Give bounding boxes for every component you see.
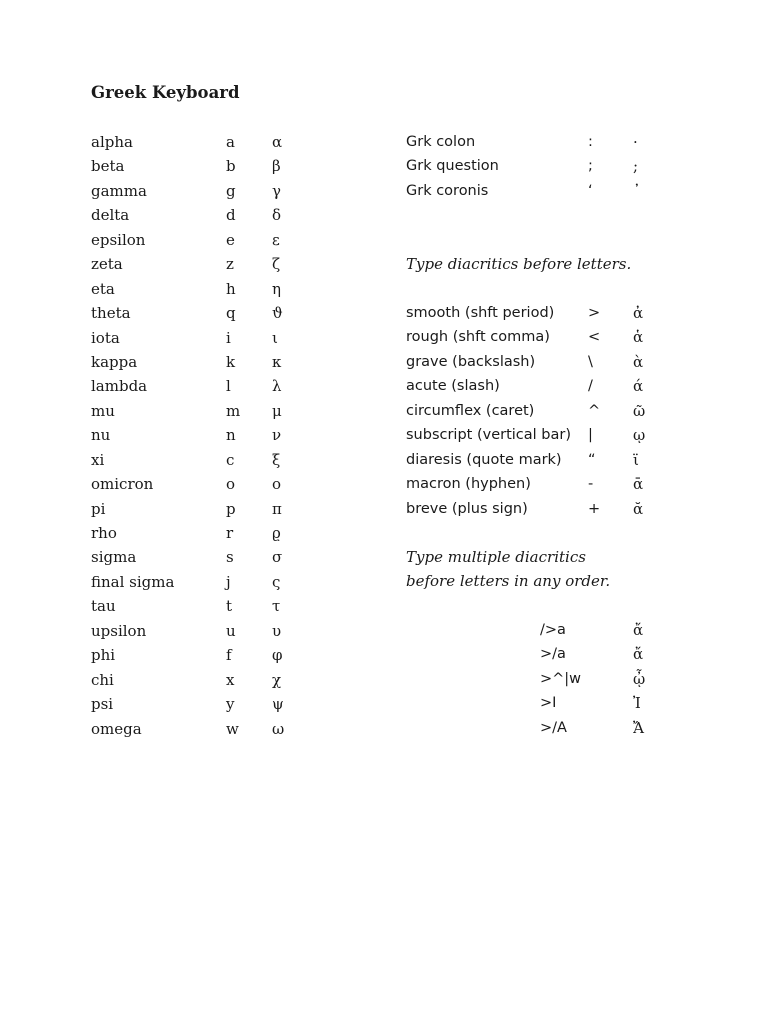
letter-name: alpha [91, 133, 133, 151]
letter-key: h [226, 279, 236, 298]
diacritic-label: macron (hyphen) [406, 476, 531, 493]
letter-glyph: ϑ [272, 304, 283, 323]
letter-key: m [226, 401, 241, 420]
letter-glyph: π [272, 499, 282, 518]
letter-key: l [226, 377, 231, 396]
letter-key: u [226, 621, 236, 640]
punctuation-key: ‘ [588, 182, 593, 199]
letter-key: s [226, 548, 234, 567]
diacritic-glyph: ϊ [633, 450, 639, 469]
diacritic-key: ^ [588, 402, 601, 419]
letter-name: epsilon [91, 230, 146, 249]
letter-name: delta [91, 206, 130, 225]
letter-name: mu [91, 401, 115, 420]
letter-name: omega [91, 719, 142, 738]
letter-name: theta [91, 304, 131, 323]
letter-glyph: σ [272, 548, 283, 567]
combo-key: >/a [540, 646, 566, 663]
letter-glyph: υ [272, 621, 282, 640]
combo-key: >I [540, 695, 557, 712]
letter-name: iota [91, 328, 120, 347]
letter-name: rho [91, 524, 117, 542]
punctuation-glyph: ; [633, 157, 639, 176]
letter-key: e [226, 230, 235, 249]
punctuation-label: Grk coronis [406, 182, 489, 199]
diacritic-glyph: ῶ [633, 401, 646, 420]
letter-name: lambda [91, 377, 148, 396]
diacritic-glyph: ἁ [633, 328, 644, 347]
letter-glyph: η [272, 279, 281, 298]
letter-glyph: ψ [272, 695, 284, 714]
letter-name: gamma [91, 181, 147, 200]
letter-key: q [226, 304, 236, 323]
letter-key: i [226, 328, 231, 347]
diacritic-label: rough (shft comma) [406, 329, 550, 346]
letter-key: o [226, 475, 236, 494]
letter-key: y [226, 695, 235, 714]
letter-key: n [226, 426, 236, 445]
diacritic-label: circumflex (caret) [406, 402, 535, 419]
letter-key: k [226, 352, 236, 371]
letter-glyph: λ [272, 377, 282, 396]
letter-glyph: ς [272, 572, 281, 591]
letter-glyph: ν [272, 426, 282, 445]
letter-name: omicron [91, 475, 154, 494]
diacritic-key: + [588, 500, 601, 517]
diacritics-note: Type diacritics before letters. [406, 255, 632, 273]
combo-glyph: ἄ [633, 621, 644, 639]
letter-glyph: τ [272, 597, 281, 616]
punctuation-label: Grk question [406, 158, 499, 175]
letter-glyph: κ [272, 352, 282, 371]
diacritic-glyph: ὰ [633, 352, 644, 371]
letter-glyph: ϱ [272, 524, 281, 542]
combo-key: >/A [540, 719, 567, 736]
diacritic-glyph: ᾰ [633, 499, 644, 518]
combo-glyph: Ἰ [633, 694, 641, 713]
letter-key: z [226, 255, 234, 274]
letter-key: b [226, 157, 236, 176]
letter-name: phi [91, 646, 116, 665]
diacritic-glyph: ἀ [633, 304, 644, 322]
combo-glyph: ᾦ [633, 669, 646, 688]
punctuation-key: ; [588, 158, 593, 175]
letter-glyph: ε [272, 230, 280, 249]
combo-key: />a [540, 622, 566, 638]
diacritic-glyph: ᾱ [633, 475, 644, 494]
letter-name: final sigma [91, 572, 175, 591]
letter-glyph: μ [272, 401, 282, 420]
diacritic-key: - [588, 476, 594, 493]
diacritic-key: “ [588, 451, 596, 468]
diacritic-label: subscript (vertical bar) [406, 427, 572, 444]
letter-glyph: γ [272, 181, 281, 200]
letter-name: kappa [91, 352, 138, 371]
diacritic-key: \ [588, 353, 593, 370]
letter-name: psi [91, 695, 114, 714]
diacritic-key: < [588, 329, 601, 346]
letter-name: chi [91, 670, 114, 689]
letter-glyph: ω [272, 719, 285, 738]
letter-glyph: δ [272, 206, 282, 225]
letter-name: pi [91, 499, 106, 518]
letter-key: p [226, 499, 236, 518]
letter-key: a [226, 133, 235, 151]
punctuation-label: Grk colon [406, 134, 476, 150]
letter-glyph: β [272, 157, 281, 176]
letter-key: j [226, 572, 231, 591]
letter-glyph: ζ [272, 255, 281, 274]
diacritic-label: smooth (shft period) [406, 305, 555, 321]
letter-key: d [226, 206, 236, 225]
diacritic-key: / [588, 378, 593, 395]
letter-glyph: α [272, 133, 283, 151]
letter-glyph: ι [272, 328, 278, 347]
diacritic-key: > [588, 305, 601, 321]
letter-key: x [226, 670, 235, 689]
letter-key: g [226, 181, 236, 200]
note-line: Type multiple diacritics [406, 548, 586, 566]
letter-name: upsilon [91, 621, 147, 640]
combo-key: >^|w [540, 670, 582, 687]
letter-name: xi [91, 450, 105, 469]
note-line: before letters in any order. [406, 572, 611, 591]
diacritic-key: | [588, 427, 593, 444]
combo-glyph: ἄ [633, 645, 644, 664]
punctuation-glyph: · [633, 133, 638, 151]
letter-name: nu [91, 426, 111, 445]
diacritic-glyph: ά [633, 377, 644, 396]
page-title: Greek Keyboard [91, 83, 240, 102]
diacritic-label: breve (plus sign) [406, 500, 528, 517]
diacritic-glyph: ῳ [633, 426, 646, 445]
letter-glyph: ο [272, 475, 282, 494]
punctuation-glyph: ᾽ [633, 181, 641, 200]
letter-key: w [226, 719, 239, 738]
letter-key: c [226, 450, 235, 469]
letter-glyph: φ [272, 646, 283, 665]
letter-name: beta [91, 157, 125, 176]
letter-glyph: χ [272, 670, 282, 689]
diacritic-label: grave (backslash) [406, 353, 536, 370]
punctuation-key: : [588, 134, 593, 150]
letter-name: sigma [91, 548, 137, 567]
letter-glyph: ξ [272, 450, 281, 469]
letter-key: t [226, 597, 233, 616]
letter-name: eta [91, 279, 115, 298]
diacritic-label: acute (slash) [406, 378, 500, 395]
letter-key: f [226, 646, 232, 665]
combo-glyph: Ἄ [633, 718, 645, 737]
letter-name: zeta [91, 255, 123, 274]
letter-key: r [226, 524, 234, 542]
letter-name: tau [91, 597, 116, 616]
diacritic-label: diaresis (quote mark) [406, 451, 562, 468]
multiple-diacritics-note [406, 545, 610, 594]
